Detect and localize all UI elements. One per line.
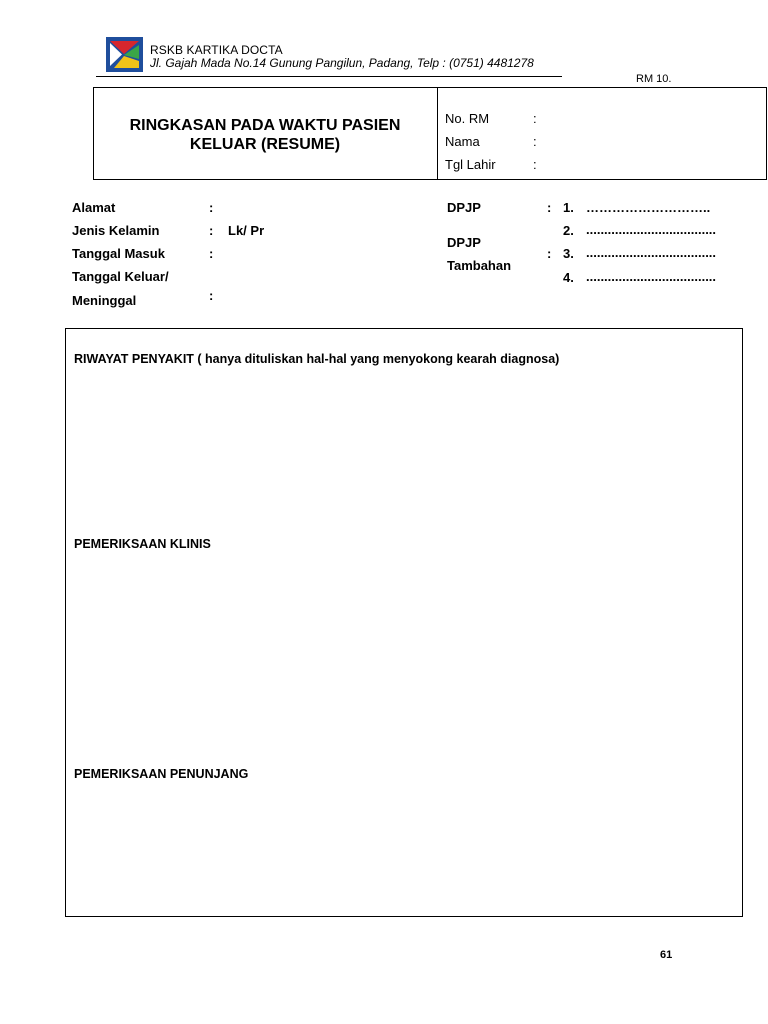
dpjp-entry-1-line: ……………………….. [586,200,711,215]
clinical-notes-box [65,328,743,917]
dpjp-entry-1-number: 1. [563,200,574,215]
org-name: RSKB KARTIKA DOCTA [150,43,283,57]
tanggal-masuk-colon: : [209,246,214,261]
dpjp-entry-3-line: .................................... [586,245,717,260]
dpjp-tambahan-label-line1: DPJP [447,235,481,250]
org-address: Jl. Gajah Mada No.14 Gunung Pangilun, Padang, Telp : (0751) 4481278 [150,56,534,70]
form-code: RM 10. [636,73,672,85]
pemeriksaan-klinis-heading: PEMERIKSAAN KLINIS [74,537,211,551]
tanggal-keluar-colon: : [209,288,214,303]
alamat-label: Alamat [72,200,116,215]
form-title [100,116,430,154]
dpjp-colon: : [547,200,552,215]
tanggal-keluar-label: Tanggal Keluar/ [72,269,169,284]
dpjp-entry-2-line: .................................... [586,222,717,237]
tanggal-masuk-label: Tanggal Masuk [72,246,165,261]
dpjp-entry-3-number: 3. [563,246,574,261]
pemeriksaan-penunjang-heading: PEMERIKSAAN PENUNJANG [74,767,249,781]
header-rule [96,76,562,77]
jenis-kelamin-colon: : [209,223,214,238]
dpjp-entry-2-number: 2. [563,223,574,238]
meninggal-label: Meninggal [72,293,137,308]
page-number: 61 [660,949,673,961]
nama-label: Nama [445,134,480,149]
tgl-lahir-colon: : [533,157,537,172]
jenis-kelamin-value: Lk/ Pr [228,223,265,238]
dpjp-tambahan-label-line2: Tambahan [447,258,512,273]
dpjp-entry-4-line: .................................... [586,269,717,284]
form-title-line1: RINGKASAN PADA WAKTU PASIEN [129,117,401,134]
no-rm-colon: : [533,111,537,126]
nama-colon: : [533,134,537,149]
title-box-divider [437,87,438,180]
dpjp-label: DPJP [447,200,481,215]
jenis-kelamin-label: Jenis Kelamin [72,223,160,238]
no-rm-label: No. RM [445,111,490,126]
dpjp-tambahan-colon: : [547,246,552,261]
tgl-lahir-label: Tgl Lahir [445,157,496,172]
alamat-colon: : [209,200,214,215]
riwayat-penyakit-heading: RIWAYAT PENYAKIT ( hanya dituliskan hal-hal yang menyokong kearah diagnosa) [74,352,560,366]
dpjp-entry-4-number: 4. [563,270,574,285]
hospital-logo-icon [106,37,143,72]
form-title-line2: KELUAR (RESUME) [189,136,341,153]
